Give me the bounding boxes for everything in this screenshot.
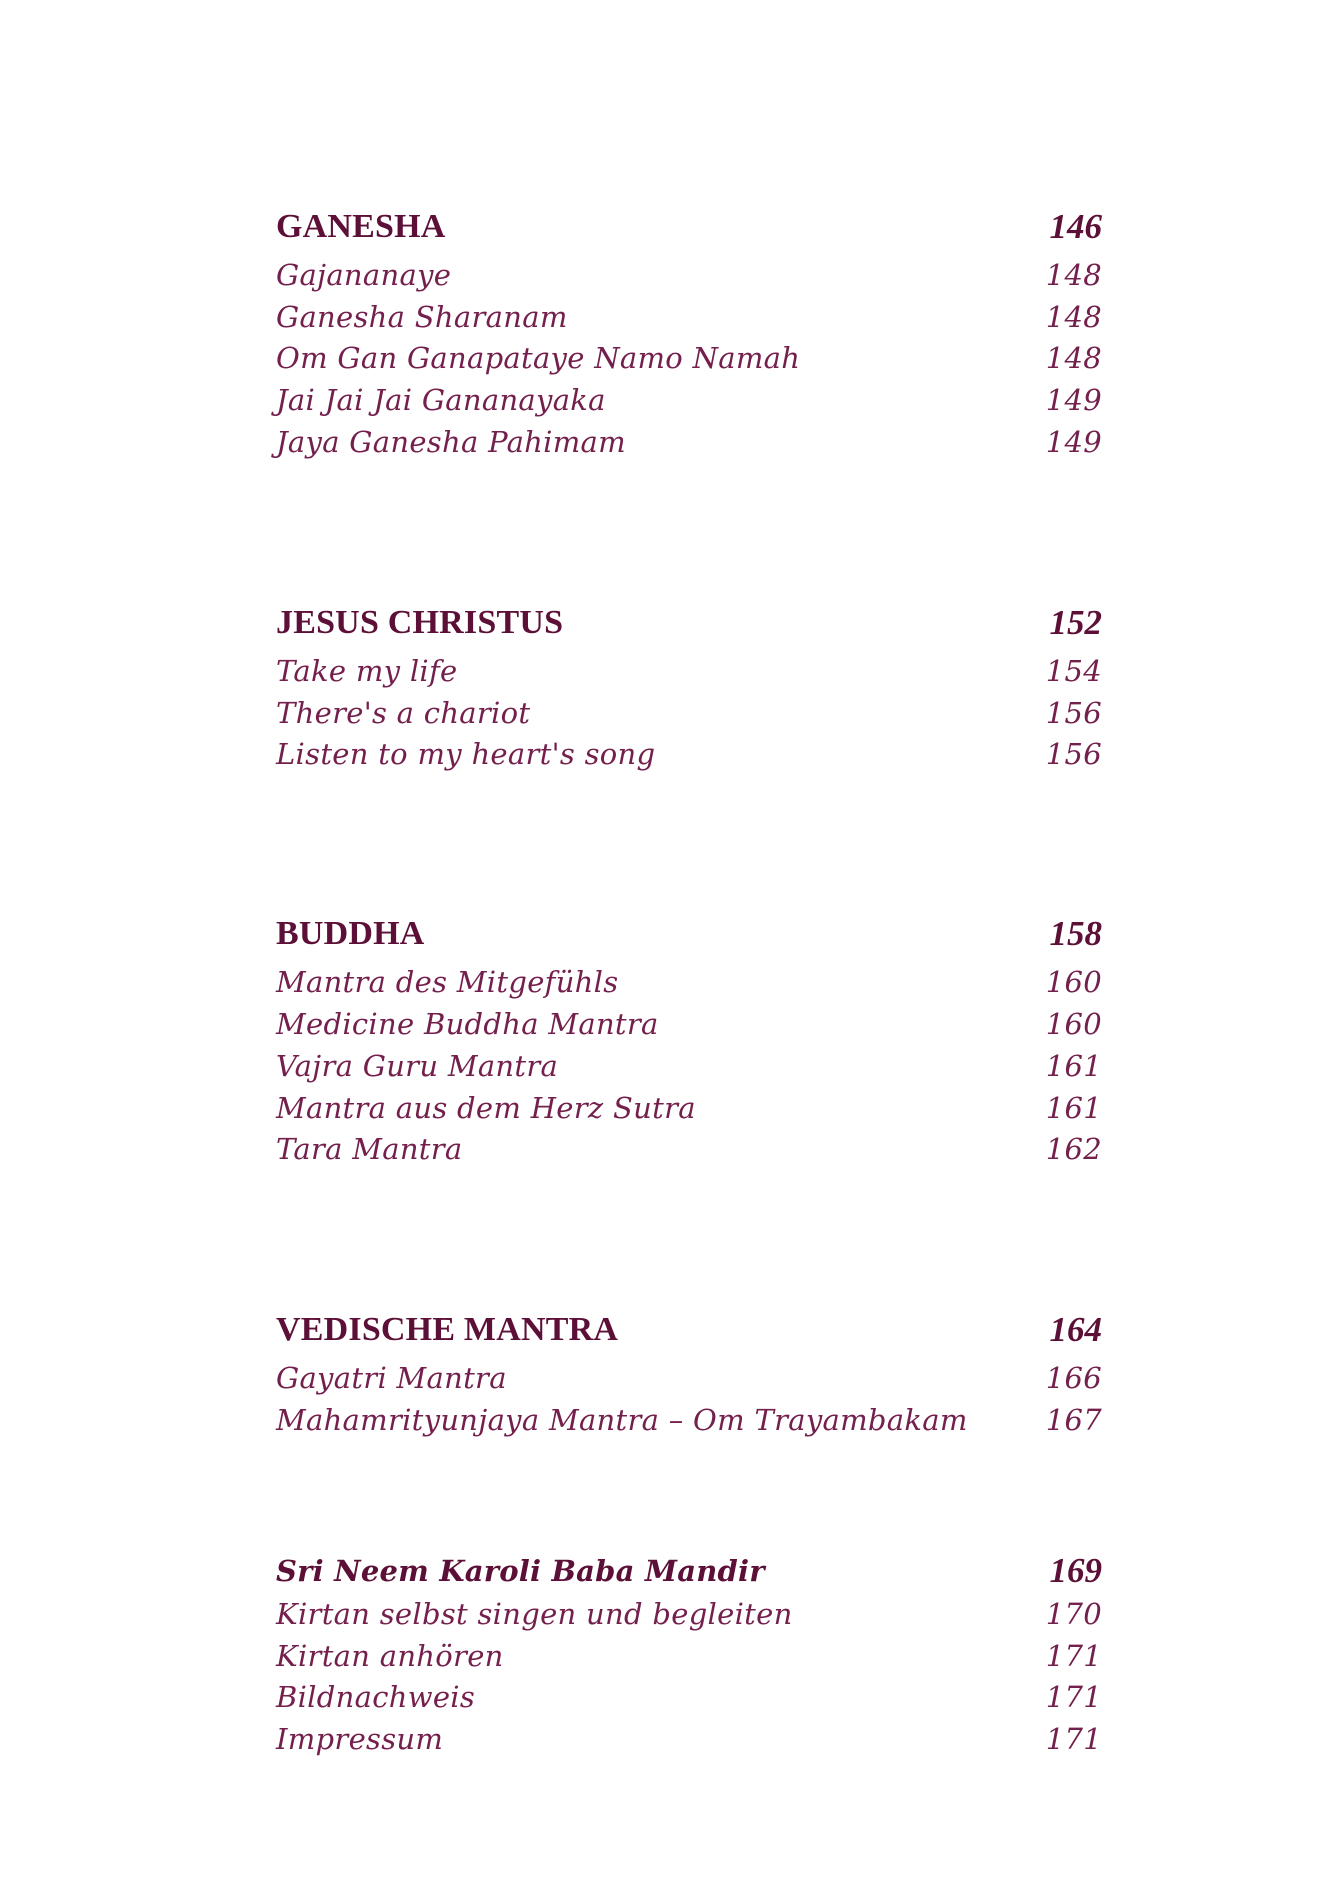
entry-page-number: 156 — [1045, 737, 1102, 772]
toc-entry[interactable] — [276, 1677, 1102, 1719]
entry-title: Mantra des Mitgefühls — [276, 965, 619, 1000]
toc-section-neem-karoli-baba — [276, 1549, 1102, 1760]
toc-entry[interactable] — [276, 1357, 1102, 1399]
entry-title: Mantra aus dem Herz Sutra — [276, 1090, 696, 1125]
section-title: JESUS CHRISTUS — [276, 603, 564, 641]
section-page-number: 146 — [1049, 207, 1102, 246]
section-title: GANESHA — [276, 208, 446, 245]
entry-title: Om Gan Ganapataye Namo Namah — [276, 341, 801, 376]
entry-page-number: 162 — [1045, 1132, 1102, 1167]
toc-entry[interactable] — [276, 1718, 1102, 1760]
toc-entry[interactable] — [276, 1635, 1102, 1677]
entry-title: Bildnachweis — [276, 1680, 476, 1715]
entry-title: Jai Jai Jai Gananayaka — [276, 383, 606, 418]
toc-entry[interactable] — [276, 254, 1102, 296]
toc-entry[interactable] — [276, 961, 1102, 1003]
entry-title: Listen to my heart's song — [276, 737, 656, 772]
table-of-contents — [276, 200, 1102, 1760]
entry-title: Ganesha Sharanam — [276, 299, 568, 334]
entry-page-number: 171 — [1045, 1680, 1102, 1715]
entry-page-number: 167 — [1045, 1403, 1102, 1438]
section-heading[interactable] — [276, 907, 1102, 961]
entry-page-number: 154 — [1045, 653, 1102, 688]
toc-entry[interactable] — [276, 1593, 1102, 1635]
toc-section-buddha — [276, 907, 1102, 1170]
section-heading[interactable] — [276, 200, 1102, 254]
section-page-number: 169 — [1049, 1550, 1102, 1590]
toc-entry[interactable] — [276, 296, 1102, 338]
entry-page-number: 171 — [1045, 1638, 1102, 1673]
entry-page-number: 160 — [1045, 965, 1102, 1000]
entry-page-number: 161 — [1045, 1048, 1102, 1083]
toc-section-ganesha — [276, 200, 1102, 463]
toc-entry[interactable] — [276, 1399, 1102, 1441]
entry-page-number: 148 — [1045, 341, 1102, 376]
entry-title: Vajra Guru Mantra — [276, 1048, 559, 1083]
entry-title: Gayatri Mantra — [276, 1361, 507, 1396]
entry-title: Kirtan selbst singen und begleiten — [276, 1596, 793, 1631]
section-heading[interactable] — [276, 1549, 1102, 1593]
entry-page-number: 171 — [1045, 1722, 1102, 1757]
toc-entry[interactable] — [276, 1087, 1102, 1129]
entry-page-number: 148 — [1045, 257, 1102, 292]
entry-title: Medicine Buddha Mantra — [276, 1007, 659, 1042]
toc-entry[interactable] — [276, 1003, 1102, 1045]
toc-entry[interactable] — [276, 379, 1102, 421]
toc-entry[interactable] — [276, 421, 1102, 463]
entry-page-number: 170 — [1045, 1596, 1102, 1631]
entry-page-number: 156 — [1045, 695, 1102, 730]
toc-entry[interactable] — [276, 1045, 1102, 1087]
section-title: Sri Neem Karoli Baba Mandir — [276, 1553, 765, 1588]
entry-title: Take my life — [276, 653, 458, 688]
entry-page-number: 166 — [1045, 1361, 1102, 1396]
entry-title: Mahamrityunjaya Mantra – Om Trayambakam — [276, 1403, 968, 1438]
toc-entry[interactable] — [276, 692, 1102, 734]
entry-page-number: 161 — [1045, 1090, 1102, 1125]
entry-title: There's a chariot — [276, 695, 531, 730]
toc-section-jesus-christus — [276, 596, 1102, 775]
section-page-number: 152 — [1049, 602, 1102, 642]
entry-page-number: 160 — [1045, 1007, 1102, 1042]
toc-entry[interactable] — [276, 1129, 1102, 1171]
entry-title: Impressum — [276, 1722, 444, 1757]
section-page-number: 164 — [1049, 1310, 1102, 1350]
entry-page-number: 148 — [1045, 299, 1102, 334]
entry-title: Kirtan anhören — [276, 1638, 504, 1673]
toc-entry[interactable] — [276, 650, 1102, 692]
entry-title: Jaya Ganesha Pahimam — [276, 425, 626, 460]
section-heading[interactable] — [276, 1303, 1102, 1357]
section-heading[interactable] — [276, 596, 1102, 650]
toc-section-vedische-mantra — [276, 1303, 1102, 1441]
entry-title: Tara Mantra — [276, 1132, 463, 1167]
section-title: BUDDHA — [276, 915, 425, 953]
section-title: VEDISCHE MANTRA — [276, 1311, 619, 1349]
toc-entry[interactable] — [276, 338, 1102, 380]
entry-page-number: 149 — [1045, 425, 1102, 460]
section-page-number: 158 — [1049, 914, 1102, 954]
entry-title: Gajananaye — [276, 257, 452, 292]
entry-page-number: 149 — [1045, 383, 1102, 418]
toc-entry[interactable] — [276, 734, 1102, 776]
